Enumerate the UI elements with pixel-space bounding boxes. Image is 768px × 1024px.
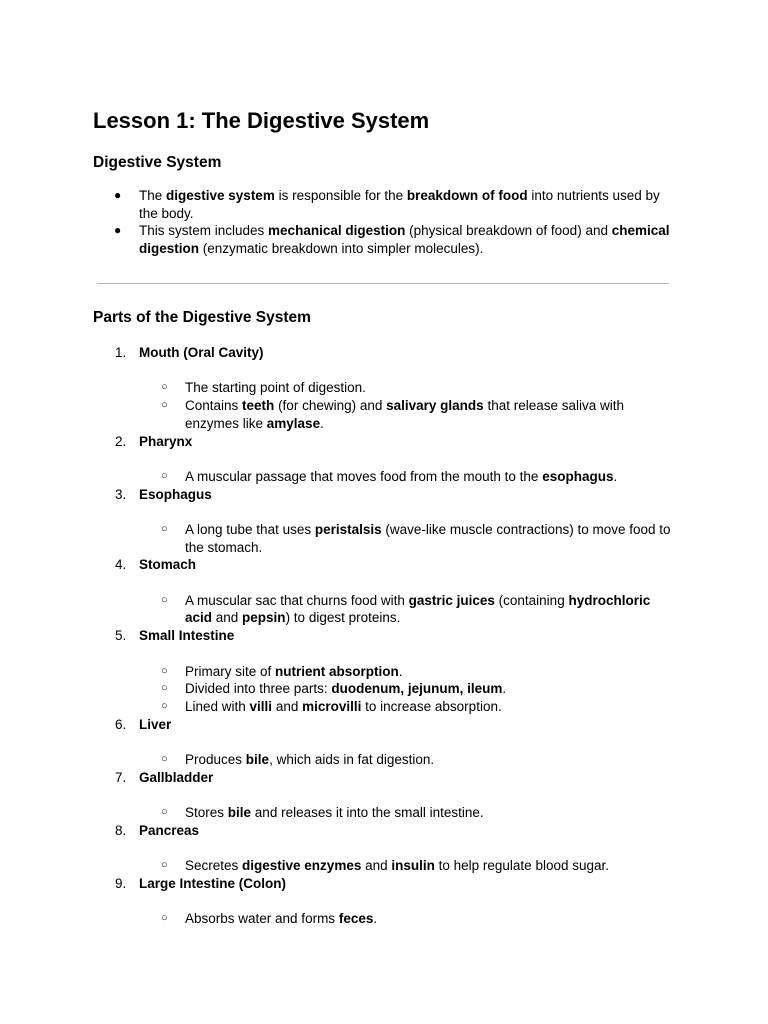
sub-bullet-text (185, 805, 484, 820)
intro-bullet-item (93, 222, 673, 257)
bold-text: villi (249, 698, 273, 714)
part-name: Pancreas (139, 822, 200, 838)
sub-bullet-list (139, 804, 673, 822)
text-run: (enzymatic breakdown into simpler molecules). (199, 241, 484, 257)
bold-text: duodenum, jejunum, ileum (331, 681, 503, 697)
text-run: A long tube that uses (185, 521, 315, 537)
bold-text: bile (245, 752, 270, 768)
bold-text: digestive system (166, 188, 275, 203)
page-title: Lesson 1: The Digestive System (93, 108, 430, 133)
part-name: Gallbladder (139, 769, 214, 785)
bullet-text (139, 188, 660, 221)
sub-bullet-list (139, 521, 673, 556)
text-run: The starting point of digestion. (185, 380, 366, 396)
intro-bullet-item (93, 187, 673, 222)
sub-bullet-list (139, 379, 673, 432)
sub-bullet-text (185, 522, 671, 555)
bold-text: teeth (242, 398, 275, 414)
text-run: (containing (494, 592, 569, 608)
circle-bullet-marker: ○ (161, 664, 168, 677)
bold-text: feces (338, 911, 374, 927)
text-run: A muscular sac that churns food with (185, 592, 409, 608)
text-run: , which aids in fat digestion. (269, 752, 435, 768)
text-run: . (373, 911, 378, 927)
part-name: Large Intestine (Colon) (139, 875, 287, 891)
text-run: and (361, 858, 392, 874)
text-run: is responsible for the (274, 188, 407, 203)
circle-bullet-marker: ○ (161, 522, 168, 535)
bold-text: pepsin (242, 610, 286, 626)
sub-bullet-item (139, 592, 673, 627)
part-item (93, 716, 673, 769)
sub-bullet-item (139, 910, 673, 928)
sub-bullet-item (139, 379, 673, 397)
text-run: that release saliva with enzymes like (185, 398, 625, 431)
sub-bullet-list (139, 857, 673, 875)
text-run: and (212, 610, 243, 626)
list-number: 2. (115, 433, 127, 449)
part-item (93, 627, 673, 716)
bold-text: esophagus (542, 468, 614, 484)
circle-bullet-marker: ○ (161, 912, 168, 925)
list-number: 6. (115, 716, 127, 732)
list-number: 4. (115, 557, 127, 573)
bold-text: bile (227, 805, 252, 821)
text-run: Produces (185, 752, 246, 768)
intro-bullet-list (93, 187, 673, 258)
text-run: Primary site of (185, 663, 276, 679)
text-run: (for chewing) and (274, 398, 387, 414)
part-item (93, 433, 673, 486)
bold-text: amylase (266, 415, 321, 431)
list-number: 7. (115, 769, 127, 785)
part-name: Esophagus (139, 486, 212, 502)
bold-text: digestive enzymes (242, 858, 362, 874)
sub-bullet-list (139, 592, 673, 627)
part-item (93, 556, 673, 627)
sub-bullet-item (139, 698, 673, 716)
sub-bullet-text (185, 398, 624, 431)
text-run: to help regulate blood sugar. (434, 858, 610, 874)
text-run: to increase absorption. (361, 698, 502, 714)
sub-bullet-item (139, 680, 673, 698)
sub-bullet-item (139, 663, 673, 681)
text-run: Divided into three parts: (185, 681, 332, 697)
circle-bullet-marker: ○ (161, 399, 168, 412)
part-item (93, 875, 673, 928)
part-item (93, 822, 673, 875)
bullet-text (139, 223, 670, 256)
sub-bullet-text (185, 593, 650, 626)
circle-bullet-marker: ○ (161, 753, 168, 766)
sub-bullet-text (185, 858, 609, 873)
list-number: 1. (115, 345, 127, 360)
sub-bullet-text (185, 681, 506, 696)
text-run: Absorbs water and forms (185, 911, 339, 927)
bullet-marker: ● (114, 223, 122, 238)
sub-bullet-text (185, 469, 617, 484)
circle-bullet-marker: ○ (161, 699, 168, 712)
part-name: Small Intestine (139, 628, 235, 644)
sub-bullet-text (185, 699, 502, 714)
section-heading-parts: Parts of the Digestive System (93, 309, 311, 326)
bold-text: microvilli (302, 698, 362, 714)
sub-bullet-item (139, 397, 673, 432)
sub-bullet-item (139, 857, 673, 875)
text-run: Secretes (185, 858, 243, 874)
text-run: and (272, 698, 303, 714)
sub-bullet-list (139, 910, 673, 928)
sub-bullet-text (185, 664, 403, 679)
bold-text: chemical digestion (139, 223, 670, 257)
bold-text: gastric juices (408, 592, 495, 608)
bold-text: peristalsis (314, 521, 382, 537)
text-run: . (613, 468, 618, 484)
sub-bullet-item (139, 521, 673, 556)
part-item (93, 769, 673, 822)
circle-bullet-marker: ○ (161, 469, 168, 482)
bold-text: hydrochloric acid (185, 592, 651, 626)
part-name: Liver (139, 716, 172, 732)
text-run: This system includes (139, 223, 269, 239)
bold-text: insulin (391, 858, 435, 874)
text-run: A muscular passage that moves food from the mouth to the (185, 468, 543, 484)
bold-text: salivary glands (386, 398, 484, 414)
text-run: . (320, 415, 324, 431)
part-name: Stomach (139, 557, 197, 573)
text-run: Contains (185, 398, 243, 414)
circle-bullet-marker: ○ (161, 806, 168, 819)
part-name: Mouth (Oral Cavity) (139, 345, 264, 360)
part-name: Pharynx (139, 433, 193, 449)
sub-bullet-text (185, 380, 366, 395)
bold-text: breakdown of food (406, 188, 528, 203)
circle-bullet-marker: ○ (161, 682, 168, 695)
text-run: (wave-like muscle contractions) to move food to the stomach. (185, 521, 671, 555)
bullet-marker: ● (114, 188, 122, 202)
sub-bullet-item (139, 751, 673, 769)
circle-bullet-marker: ○ (161, 859, 168, 872)
text-run: into nutrients used by the body. (139, 188, 660, 221)
list-number: 3. (115, 486, 127, 502)
text-run: . (398, 663, 403, 679)
text-run: and releases it into the small intestine. (251, 805, 484, 821)
text-run: Stores (185, 805, 228, 821)
sub-bullet-list (139, 751, 673, 769)
text-run: . (502, 681, 507, 697)
sub-bullet-item (139, 468, 673, 486)
sub-bullet-item (139, 804, 673, 822)
text-run: (physical breakdown of food) and (405, 223, 612, 239)
list-number: 5. (115, 628, 127, 644)
part-item (93, 486, 673, 557)
sub-bullet-text (185, 752, 434, 767)
list-number: 9. (115, 875, 127, 891)
document-page (93, 108, 673, 927)
circle-bullet-marker: ○ (161, 593, 168, 606)
sub-bullet-list (139, 468, 673, 486)
sub-bullet-text (185, 911, 377, 926)
part-item (93, 344, 673, 433)
text-run: ) to digest proteins. (285, 610, 401, 626)
parts-numbered-list (93, 344, 673, 928)
text-run: The (139, 188, 167, 203)
text-run: Lined with (185, 698, 250, 714)
sub-bullet-list (139, 663, 673, 716)
circle-bullet-marker: ○ (161, 381, 168, 394)
bold-text: nutrient absorption (275, 663, 399, 679)
bold-text: mechanical digestion (268, 223, 406, 239)
section-heading-digestive-system: Digestive System (93, 154, 222, 171)
section-divider (97, 283, 669, 284)
list-number: 8. (115, 822, 127, 838)
